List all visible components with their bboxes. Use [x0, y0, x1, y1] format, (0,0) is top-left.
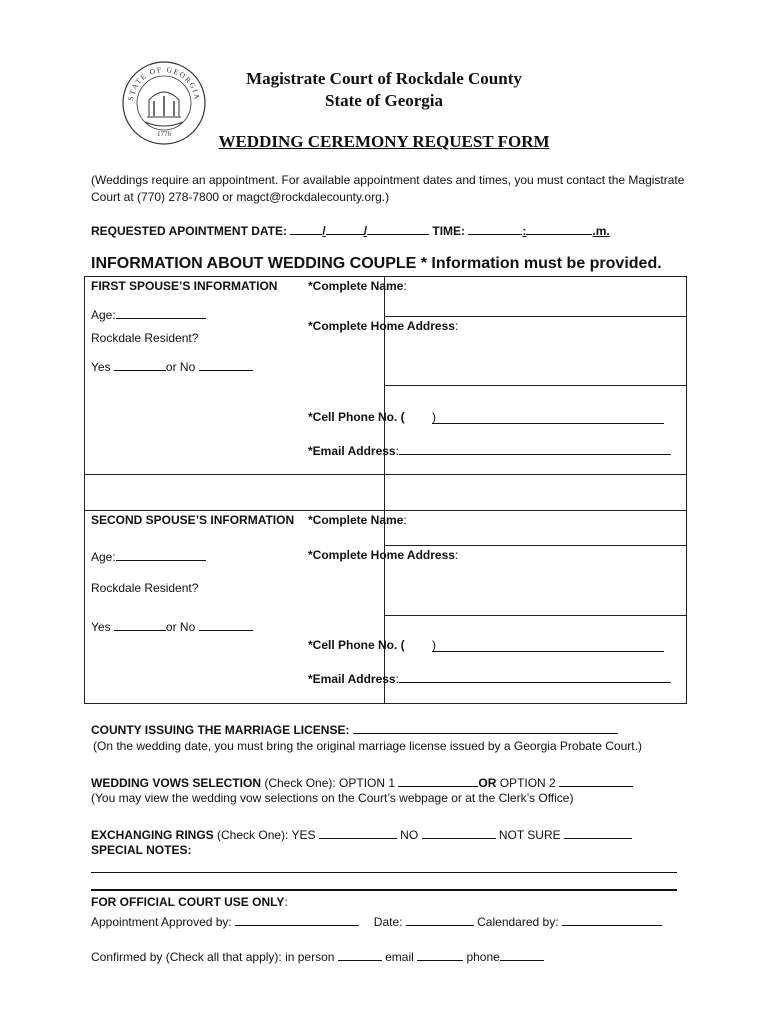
calendared-by-field[interactable]	[562, 912, 662, 926]
special-notes-line-1[interactable]	[91, 872, 677, 873]
first-spouse-phone-row	[308, 407, 664, 424]
first-spouse-email-label: *Email Address	[308, 444, 396, 458]
date-slash-2: /	[363, 224, 368, 238]
appointment-month-field[interactable]	[290, 221, 322, 235]
appointment-day-field[interactable]	[326, 221, 364, 235]
seal-year: 1776	[157, 130, 171, 138]
first-spouse-address-row[interactable]	[308, 319, 458, 333]
calendared-by-label: Calendared by:	[477, 915, 562, 929]
colon: :	[454, 548, 459, 562]
date-slash-1: /	[322, 224, 326, 238]
second-spouse-age-field[interactable]	[116, 547, 206, 561]
vows-note: (You may view the wedding vow selections on the Court’s webpage or at the Clerk’s Office)	[91, 791, 574, 805]
second-spouse-address-label: *Complete Home Address	[308, 548, 455, 562]
vows-or-label: OR	[478, 776, 497, 790]
first-spouse-yes-field[interactable]	[114, 357, 166, 371]
second-spouse-phone-paren: . (	[394, 638, 405, 652]
confirmed-in-person-field[interactable]	[338, 947, 382, 961]
rings-row	[91, 825, 632, 842]
first-spouse-close-paren: )	[432, 410, 437, 424]
first-spouse-resident-label: Rockdale Resident?	[91, 331, 199, 345]
second-spouse-name-row[interactable]	[308, 513, 407, 527]
second-spouse-heading: SECOND SPOUSE’S INFORMATION	[91, 513, 295, 527]
form-title: WEDDING CEREMONY REQUEST FORM	[218, 132, 550, 151]
vows-option2-label: OPTION 2	[496, 776, 560, 790]
confirmed-email-label: email	[381, 950, 418, 964]
second-spouse-age-row	[91, 547, 206, 564]
official-approval-row	[91, 912, 662, 929]
second-spouse-email-field[interactable]	[399, 669, 671, 683]
colon: :	[454, 319, 459, 333]
couple-section-title-main: INFORMATION ABOUT WEDDING COUPLE	[91, 255, 417, 272]
second-spouse-email-label: *Email Address	[308, 672, 396, 686]
couple-section-title	[91, 255, 662, 273]
colon: :	[403, 279, 407, 293]
first-spouse-name-label: *Complete Name	[308, 279, 404, 293]
special-notes-line-2[interactable]	[91, 889, 677, 891]
approved-by-label: Appointment Approved by:	[91, 915, 236, 929]
second-spouse-phone-row	[308, 635, 664, 652]
georgia-state-seal	[121, 60, 207, 146]
time-colon: :	[522, 224, 527, 238]
rings-not-sure-label: NOT SURE	[495, 828, 564, 842]
license-note: (On the wedding date, you must bring the original marriage license issued by a Georgia Probate Court.)	[93, 739, 642, 753]
confirmed-phone-label: phone	[463, 950, 500, 964]
first-spouse-heading: FIRST SPOUSE’S INFORMATION	[91, 279, 278, 293]
rings-not-sure-field[interactable]	[564, 825, 632, 839]
appointment-year-field[interactable]	[367, 221, 429, 235]
court-name: Magistrate Court of Rockdale County	[246, 69, 522, 88]
second-spouse-name-label: *Complete Name	[308, 513, 404, 527]
official-date-field[interactable]	[406, 912, 474, 926]
first-spouse-yes-label: Yes	[91, 360, 111, 374]
second-spouse-no-field[interactable]	[199, 617, 253, 631]
second-spouse-area-code-field[interactable]	[408, 635, 432, 649]
couple-info-table	[84, 276, 687, 704]
official-use-colon: :	[284, 895, 288, 909]
rings-yes-label: (Check One): YES	[213, 828, 319, 842]
first-spouse-phone-field[interactable]	[432, 410, 664, 424]
first-spouse-email-field[interactable]	[399, 441, 671, 455]
appointment-time-label: TIME:	[432, 224, 466, 238]
second-spouse-yes-field[interactable]	[114, 617, 166, 631]
state-name: State of Georgia	[324, 91, 444, 110]
official-use-heading	[91, 895, 288, 909]
official-use-label: FOR OFFICIAL COURT USE ONLY	[91, 895, 285, 909]
rings-no-field[interactable]	[422, 825, 496, 839]
first-spouse-name-row[interactable]	[308, 279, 407, 293]
seal-top-text: STATE OF GEORGIA	[126, 64, 203, 102]
license-county-field[interactable]	[353, 720, 618, 734]
rings-yes-field[interactable]	[319, 825, 397, 839]
confirmed-in-person-label: Confirmed by (Check all that apply): in person	[91, 950, 338, 964]
second-spouse-age-label: Age:	[91, 550, 116, 564]
appointment-date-label: REQUESTED APOINTMENT DATE:	[91, 224, 288, 238]
vows-row	[91, 773, 633, 790]
confirmed-phone-field[interactable]	[500, 947, 544, 961]
special-notes-label: SPECIAL NOTES:	[91, 843, 192, 857]
colon: :	[395, 672, 399, 686]
first-spouse-no-field[interactable]	[199, 357, 253, 371]
couple-section-title-note: * Information must be provided.	[416, 255, 662, 272]
time-meridiem: .m.	[592, 224, 610, 238]
first-spouse-phone-label: *Cell Phone No	[308, 410, 395, 424]
vows-option1-label: (Check One): OPTION 1	[261, 776, 399, 790]
first-spouse-phone-paren: . (	[394, 410, 405, 424]
colon: :	[403, 513, 407, 527]
vows-label: WEDDING VOWS SELECTION	[91, 776, 262, 790]
vows-option2-field[interactable]	[559, 773, 633, 787]
rings-label: EXCHANGING RINGS	[91, 828, 214, 842]
second-spouse-phone-label: *Cell Phone No	[308, 638, 395, 652]
appointment-hour-field[interactable]	[468, 221, 522, 235]
second-spouse-no-label: or No	[165, 620, 196, 634]
official-date-label: Date:	[373, 915, 406, 929]
appointment-minute-field[interactable]	[526, 221, 592, 235]
svg-text:STATE OF GEORGIA	[126, 65, 202, 101]
appointment-row	[91, 221, 610, 238]
first-spouse-age-field[interactable]	[116, 305, 206, 319]
second-spouse-yes-label: Yes	[91, 620, 111, 634]
second-spouse-close-paren: )	[432, 638, 437, 652]
first-spouse-resident-row	[91, 357, 253, 374]
appointment-note: (Weddings require an appointment. For available appointment dates and times, you must contact the Magistrate Court at (770) 278-7800 or magct@rockdalecounty.org.)	[91, 173, 685, 204]
first-spouse-address-label: *Complete Home Address	[308, 319, 455, 333]
second-spouse-address-row[interactable]	[308, 548, 458, 562]
first-spouse-email-row	[308, 441, 671, 458]
first-spouse-age-row	[91, 305, 206, 322]
license-row	[91, 720, 618, 737]
second-spouse-phone-field[interactable]	[432, 638, 664, 652]
official-confirmed-row	[91, 947, 544, 964]
first-spouse-no-label: or No	[165, 360, 196, 374]
vows-option1-field[interactable]	[398, 773, 478, 787]
second-spouse-resident-label: Rockdale Resident?	[91, 581, 199, 595]
rings-no-label: NO	[396, 828, 422, 842]
second-spouse-resident-row	[91, 617, 253, 634]
first-spouse-age-label: Age:	[91, 308, 116, 322]
approved-by-field[interactable]	[235, 912, 359, 926]
colon: :	[395, 444, 399, 458]
confirmed-email-field[interactable]	[417, 947, 463, 961]
first-spouse-area-code-field[interactable]	[408, 407, 432, 421]
license-label: COUNTY ISSUING THE MARRIAGE LICENSE:	[91, 723, 350, 737]
second-spouse-email-row	[308, 669, 671, 686]
